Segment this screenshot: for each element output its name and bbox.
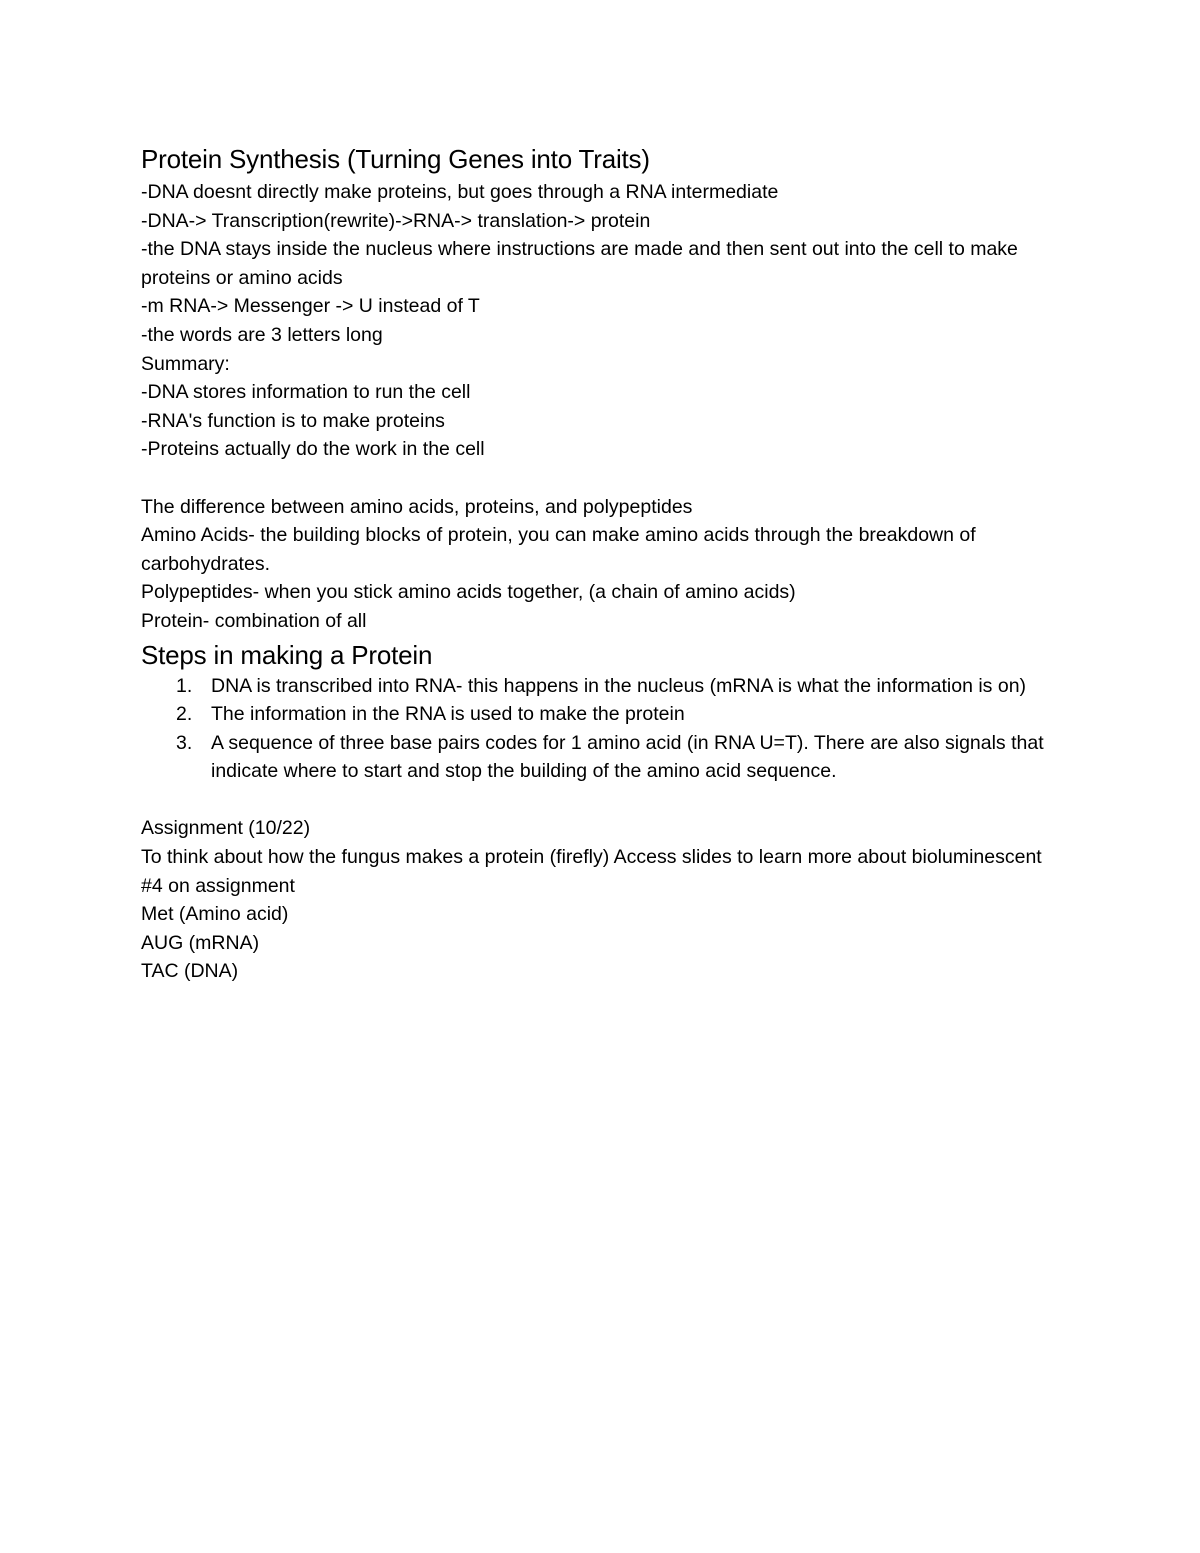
intro-line: -m RNA-> Messenger -> U instead of T — [141, 295, 480, 318]
assignment-line: To think about how the fungus makes a protein (firefly) Access slides to learn more about bioluminescent — [141, 846, 1042, 869]
step-item — [141, 700, 1071, 729]
assignment-line: TAC (DNA) — [141, 960, 239, 983]
difference-heading: The difference between amino acids, proteins, and polypeptides — [141, 495, 693, 518]
intro-line: -DNA doesnt directly make proteins, but goes through a RNA intermediate — [141, 181, 779, 203]
assignment-line: #4 on assignment — [141, 874, 295, 897]
summary-label: Summary: — [141, 352, 230, 375]
steps-list — [141, 672, 1071, 786]
blank-line — [141, 464, 1071, 493]
definition-protein: Protein- combination of all — [141, 609, 367, 632]
summary-line: -Proteins actually do the work in the cell — [141, 438, 485, 461]
definition-amino-acids: Amino Acids- the building blocks of protein, you can make amino acids through the breakdown of carbohydrates. — [141, 524, 976, 575]
intro-line: -the words are 3 letters long — [141, 323, 383, 346]
intro-line: -the DNA stays inside the nucleus where instructions are made and then sent out into the cell to make proteins or amino acids — [141, 238, 1018, 289]
blank-line — [141, 786, 1071, 815]
assignment-line: AUG (mRNA) — [141, 931, 260, 954]
step-text: DNA is transcribed into RNA- this happens in the nucleus (mRNA is what the information is on) — [211, 674, 1027, 697]
document-page — [141, 142, 1071, 986]
document-title: Protein Synthesis (Turning Genes into Traits) — [141, 144, 650, 174]
step-number: 2. — [176, 703, 193, 726]
step-item — [141, 729, 1071, 786]
step-item — [141, 672, 1071, 701]
steps-heading: Steps in making a Protein — [141, 639, 433, 670]
summary-line: -RNA's function is to make proteins — [141, 409, 445, 432]
summary-line: -DNA stores information to run the cell — [141, 381, 471, 404]
step-text: A sequence of three base pairs codes for 1 amino acid (in RNA U=T). There are also signals that indicate where to start and stop the building of the amino acid sequence. — [211, 731, 1044, 783]
step-number: 3. — [176, 731, 193, 754]
step-text: The information in the RNA is used to make the protein — [211, 703, 685, 726]
assignment-line: Met (Amino acid) — [141, 903, 289, 926]
assignment-title: Assignment (10/22) — [141, 817, 311, 840]
intro-line: -DNA-> Transcription(rewrite)->RNA-> translation-> protein — [141, 209, 651, 232]
step-number: 1. — [176, 674, 193, 697]
definition-polypeptides: Polypeptides- when you stick amino acids together, (a chain of amino acids) — [141, 581, 796, 604]
